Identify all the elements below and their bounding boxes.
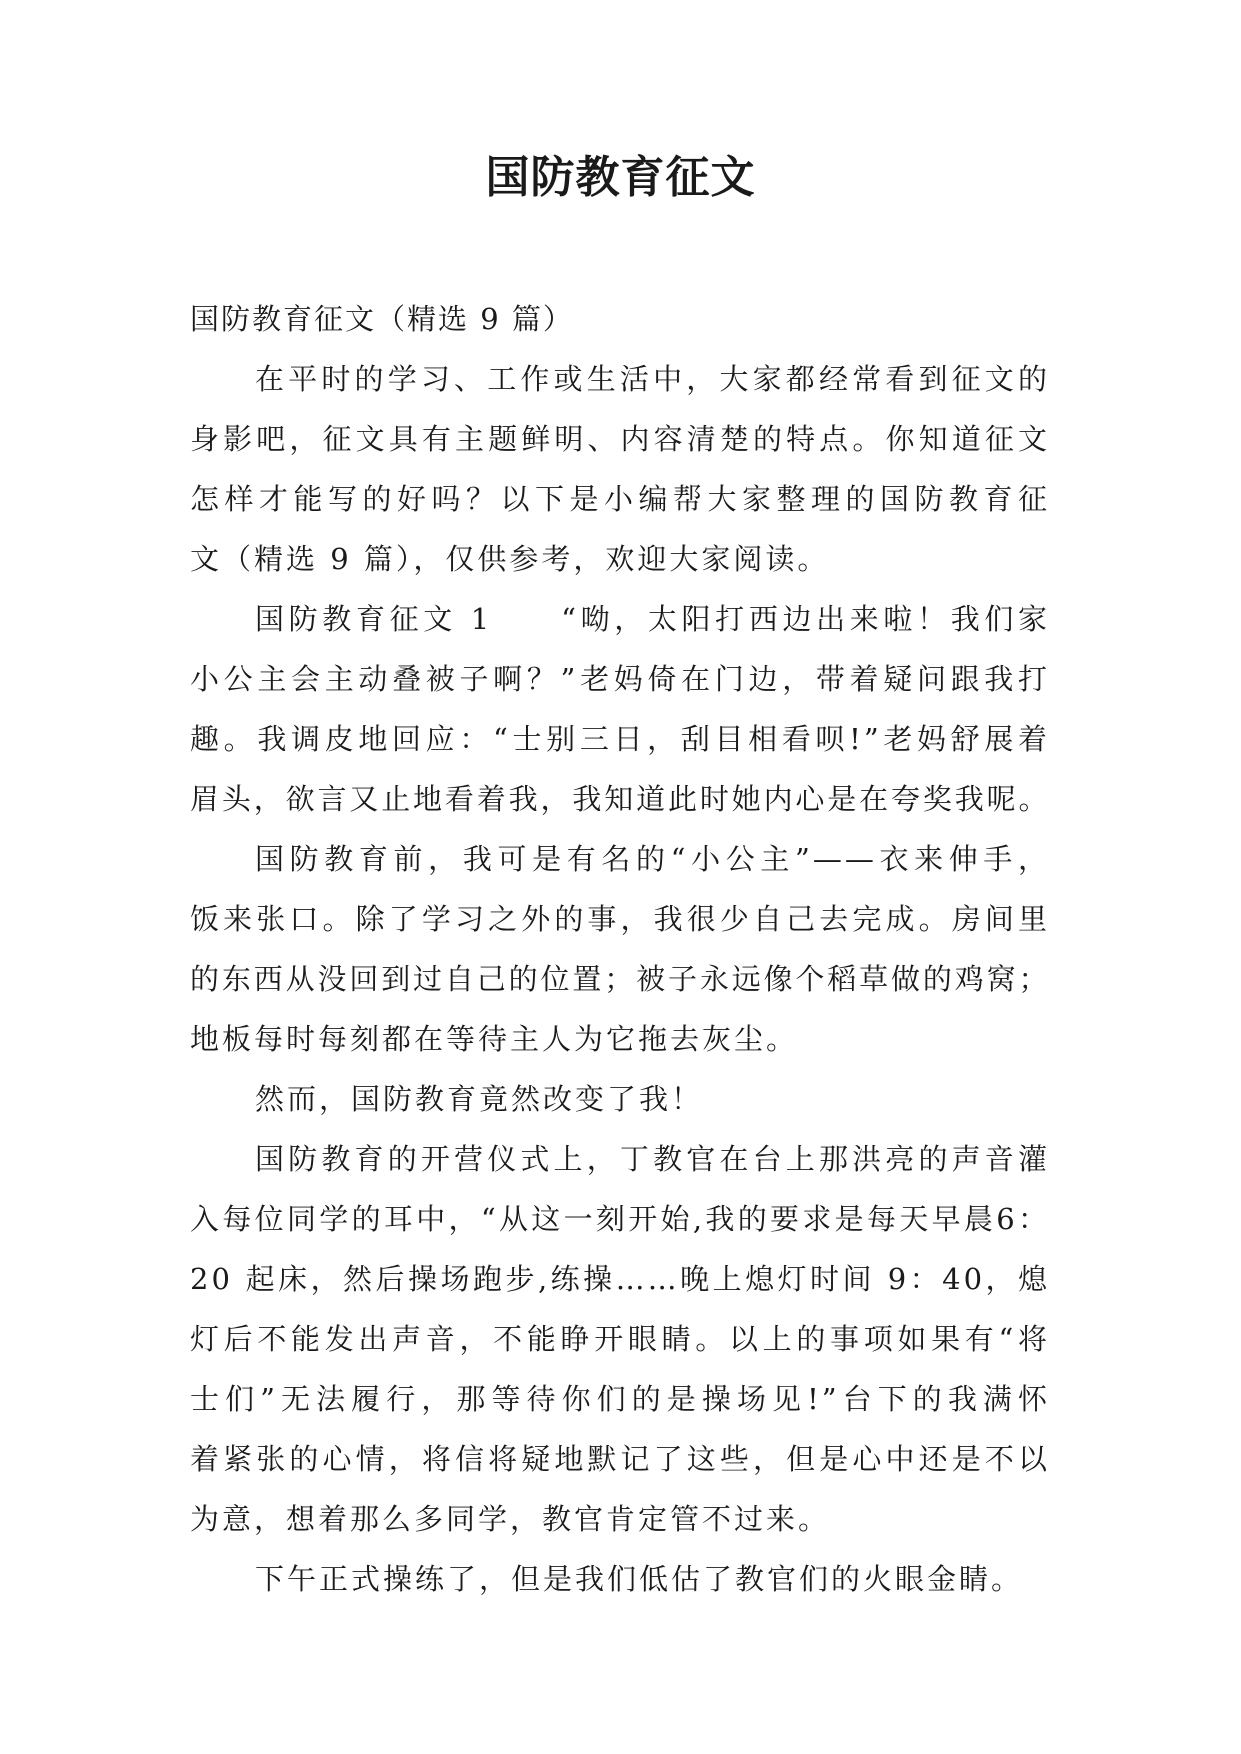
document-subtitle: 国防教育征文（精选 9 篇） xyxy=(190,302,574,336)
paragraph-line: 灯后不能发出声音，不能睁开眼睛。以上的事项如果有“将 xyxy=(190,1322,1050,1356)
document-body xyxy=(190,289,1050,1609)
paragraph-intro xyxy=(190,349,1050,589)
paragraph-line: 饭来张口。除了学习之外的事，我很少自己去完成。房间里 xyxy=(190,902,1050,936)
paragraph-turning-point xyxy=(190,1069,1050,1129)
paragraph-line: 地板每时每刻都在等待主人为它拖去灰尘。 xyxy=(190,1022,799,1056)
paragraph-line: 国防教育前，我可是有名的“小公主”——衣来伸手， xyxy=(255,842,1050,876)
paragraph-line: 怎样才能写的好吗？以下是小编帮大家整理的国防教育征 xyxy=(190,482,1050,516)
paragraph-line: 然而，国防教育竟然改变了我！ xyxy=(255,1082,704,1116)
paragraph-line: 国防教育征文 1 “呦，太阳打西边出来啦！我们家 xyxy=(255,602,1050,636)
paragraph-line: 小公主会主动叠被子啊？”老妈倚在门边，带着疑问跟我打 xyxy=(190,662,1050,696)
paragraph-line: 下午正式操练了，但是我们低估了教官们的火眼金睛。 xyxy=(255,1562,1024,1596)
paragraph-line: 着紧张的心情，将信将疑地默记了这些，但是心中还是不以 xyxy=(190,1442,1050,1476)
paragraph-before-training xyxy=(190,829,1050,1069)
paragraph-line: 身影吧，征文具有主题鲜明、内容清楚的特点。你知道征文 xyxy=(190,422,1050,456)
paragraph-line: 国防教育的开营仪式上，丁教官在台上那洪亮的声音灌 xyxy=(255,1142,1050,1176)
paragraph-line: 在平时的学习、工作或生活中，大家都经常看到征文的 xyxy=(255,362,1050,396)
paragraph-line: 眉头，欲言又止地看着我，我知道此时她内心是在夸奖我呢。 xyxy=(190,782,1050,816)
paragraph-afternoon-drill xyxy=(190,1549,1050,1609)
paragraph-line: 入每位同学的耳中，“从这一刻开始,我的要求是每天早晨6： xyxy=(190,1202,1050,1236)
paragraph-line: 的东西从没回到过自己的位置；被子永远像个稻草做的鸡窝； xyxy=(190,962,1050,996)
paragraph-essay-1-opening xyxy=(190,589,1050,829)
paragraph-line: 士们”无法履行，那等待你们的是操场见!”台下的我满怀 xyxy=(190,1382,1050,1416)
paragraph-line: 文（精选 9 篇），仅供参考，欢迎大家阅读。 xyxy=(190,542,830,576)
paragraph-line: 为意，想着那么多同学，教官肯定管不过来。 xyxy=(190,1502,831,1536)
document-title: 国防教育征文 xyxy=(485,152,756,203)
paragraph-line: 20 起床，然后操场跑步,练操……晚上熄灯时间 9：40，熄 xyxy=(190,1262,1050,1296)
paragraph-line: 趣。我调皮地回应：“士别三日，刮目相看呗!”老妈舒展着 xyxy=(190,722,1050,756)
paragraph-opening-ceremony xyxy=(190,1129,1050,1549)
